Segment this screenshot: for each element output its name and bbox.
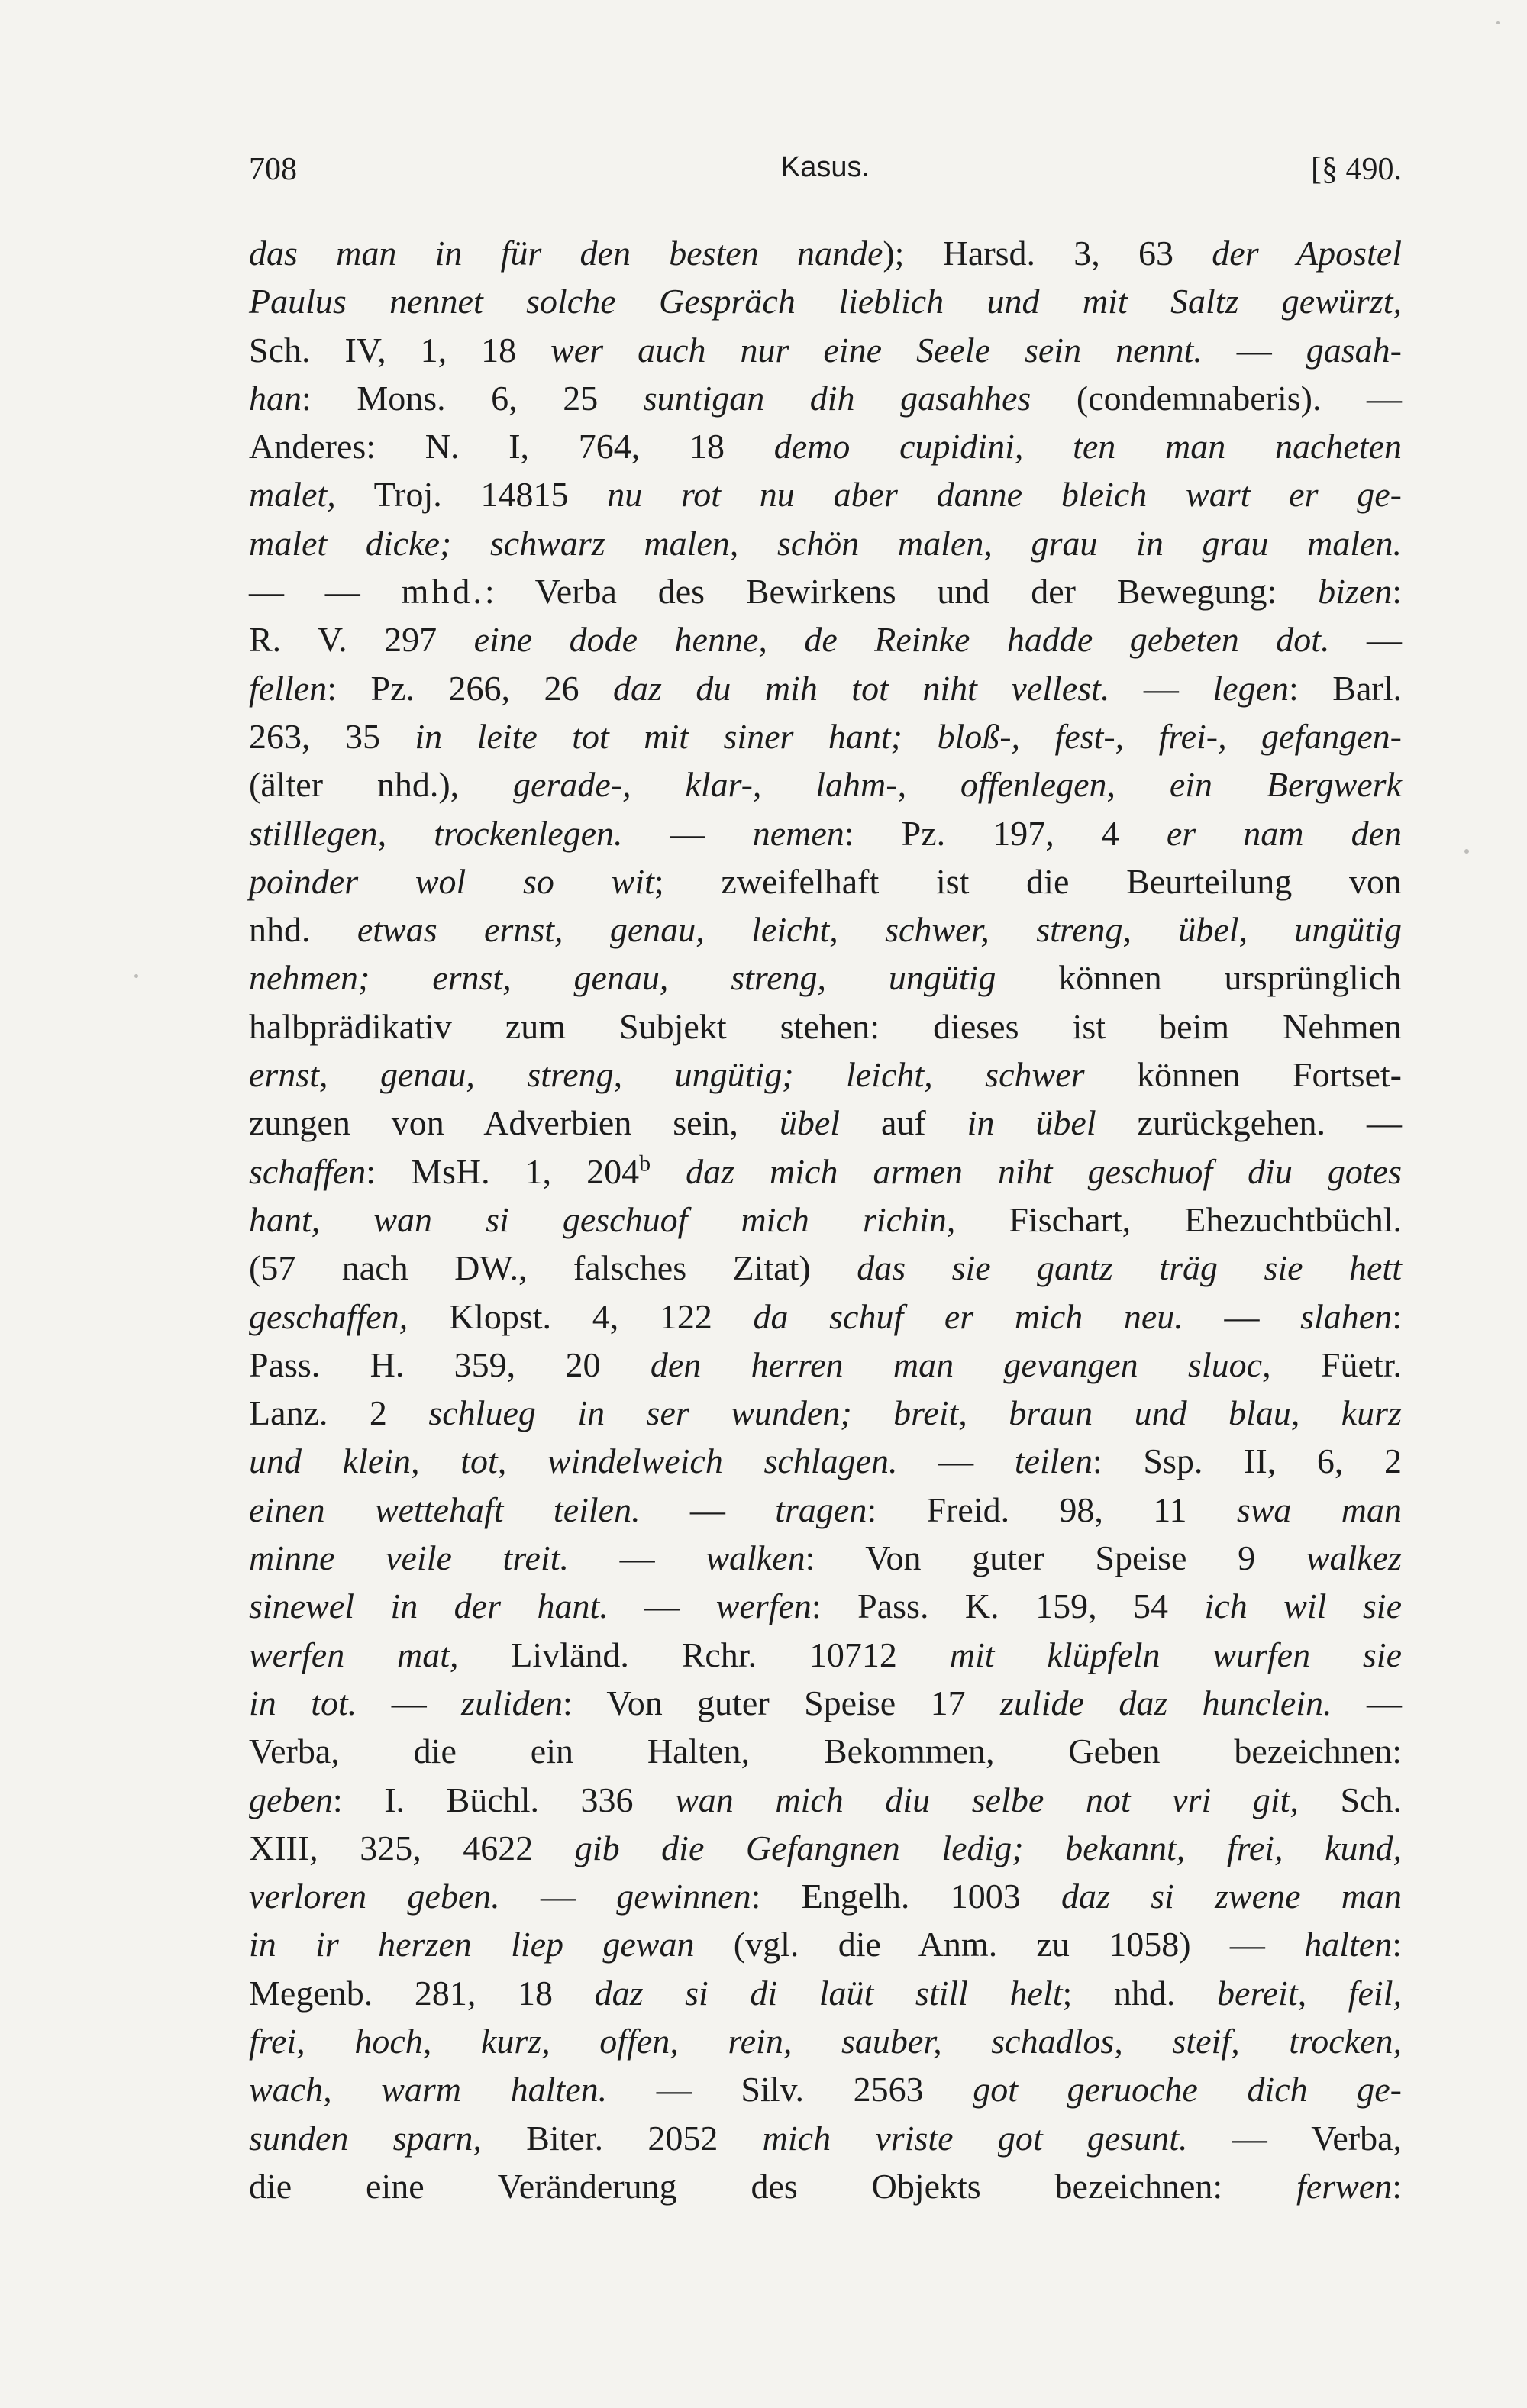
text-run: zungen von Adverbien sein, [249, 1103, 780, 1143]
text-run: : Barl. [1289, 668, 1402, 708]
text-line [249, 1244, 1402, 1292]
text-run: Klopst. 4, 122 [408, 1296, 754, 1336]
italic-text: zulide daz hunclein. [1000, 1683, 1332, 1722]
italic-text: sunden sparn, [249, 2118, 482, 2158]
italic-text: slahen [1300, 1296, 1393, 1336]
italic-text: nemen [752, 813, 844, 853]
italic-text: und klein, tot, windelweich schlagen. [249, 1441, 898, 1481]
text-run: : Freid. 98, 11 [867, 1490, 1237, 1529]
text-run: R. V. 297 [249, 620, 474, 660]
text-run: : Pass. K. 159, 54 [811, 1587, 1205, 1626]
text-line [249, 1631, 1402, 1679]
italic-text: mich vriste got gesunt. [762, 2118, 1188, 2158]
italic-text: einen wettehaft teilen. [249, 1490, 641, 1529]
italic-text: teilen [1014, 1441, 1093, 1481]
italic-text: walken [705, 1538, 805, 1578]
text-line [249, 326, 1402, 374]
text-run: — [1109, 668, 1213, 708]
italic-text: wer auch nur eine Seele sein nennt. [550, 330, 1203, 370]
text-run: halbprädikativ zum Subjekt stehen: dieses ist beim Nehmen [249, 1006, 1402, 1046]
text-run: : [1392, 1296, 1402, 1336]
italic-text: etwas ernst, genau, leicht, schwer, streng, übel, ungütig [357, 910, 1402, 950]
running-title: Kasus. [780, 151, 870, 183]
italic-text: werfen [715, 1587, 812, 1626]
text-run: — [608, 1587, 716, 1626]
text-line [249, 422, 1402, 470]
text-line [249, 519, 1402, 567]
text-run: Füetr. [1270, 1344, 1402, 1384]
text-run: Megenb. 281, 18 [249, 1973, 595, 2013]
text-run: können Fortset- [1084, 1055, 1402, 1095]
superscript: b [639, 1151, 651, 1177]
text-line [249, 760, 1402, 809]
text-run: Fischart, Ehezuchtbüchl. [955, 1199, 1402, 1239]
italic-text: eine dode henne, de Reinke hadde gebeten dot. [473, 620, 1330, 660]
text-run: Lanz. 2 [249, 1393, 429, 1433]
text-run: Verba, die ein Halten, Bekommen, Geben bezeichnen: [249, 1732, 1402, 1771]
text-run: — [897, 1441, 1015, 1481]
italic-text: er nam den [1166, 813, 1402, 853]
italic-text: übel [779, 1103, 841, 1143]
paper-speck [1464, 849, 1469, 854]
italic-text: das sie gantz träg sie hett [857, 1248, 1402, 1288]
text-line [249, 1341, 1402, 1389]
italic-text: bereit, feil, [1217, 1973, 1402, 2013]
text-line [249, 615, 1402, 663]
italic-text: tragen [775, 1490, 867, 1529]
italic-text: wan mich diu selbe not vri git, [675, 1780, 1299, 1819]
italic-text: der Apostel [1212, 234, 1402, 273]
italic-text: sinewel in der hant. [249, 1587, 609, 1626]
text-run: : Pz. 197, 4 [844, 813, 1167, 853]
text-run: 263, 35 [249, 716, 415, 756]
italic-text: malet dicke; schwarz malen, schön malen, grau in grau malen. [249, 523, 1402, 563]
text-line [249, 954, 1402, 1002]
italic-text: in ir herzen liep gewan [249, 1925, 695, 1964]
italic-text: bizen [1318, 572, 1393, 612]
text-line [249, 2017, 1402, 2065]
italic-text: da schuf er mich neu. [753, 1296, 1183, 1336]
text-line [249, 2162, 1402, 2210]
paper-speck [1496, 21, 1500, 24]
italic-text: daz si zwene man [1061, 1877, 1402, 1916]
italic-text: swa man [1236, 1490, 1402, 1529]
text-line [249, 1293, 1402, 1341]
italic-text: halten [1304, 1925, 1393, 1964]
italic-text: in leite tot mit siner hant; bloß-, fest-, frei-, gefangen- [415, 716, 1402, 756]
text-run: — [1202, 330, 1306, 370]
italic-text: verloren geben. [249, 1877, 500, 1916]
text-line [249, 1099, 1402, 1147]
text-run: : [1392, 1925, 1402, 1964]
italic-text: schlueg in ser wunden; breit, braun und blau, kurz [428, 1393, 1402, 1433]
text-run: : Pz. 266, 26 [327, 668, 613, 708]
italic-text: suntigan dih gasahhes [643, 378, 1031, 418]
italic-text: minne veile treit. [249, 1538, 570, 1578]
text-run: (vgl. die Anm. zu 1058) — [694, 1925, 1305, 1964]
text-run: (älter nhd.), [249, 765, 514, 805]
italic-text: nu rot nu aber danne bleich wart er ge- [607, 475, 1402, 515]
italic-text: daz du mih tot niht vellest. [612, 668, 1110, 708]
italic-text: das man in für den besten nande [249, 234, 883, 273]
text-line [249, 277, 1402, 325]
text-run: : Mons. 6, 25 [302, 378, 644, 418]
italic-text: got geruoche dich ge- [973, 2070, 1402, 2109]
italic-text: legen [1212, 668, 1290, 708]
italic-text: gib die Gefangnen ledig; bekannt, frei, kund, [574, 1828, 1402, 1867]
text-run: : MsH. 1, 204 [366, 1151, 640, 1191]
text-run: — Silv. 2563 [607, 2070, 973, 2109]
paper-speck [134, 974, 138, 978]
running-head [249, 151, 1402, 197]
text-line [249, 809, 1402, 857]
italic-text: nehmen; ernst, genau, streng, ungütig [249, 958, 996, 998]
italic-text: poinder wol so wit [249, 861, 654, 901]
text-run: (condemnaberis). — [1031, 378, 1402, 418]
text-line [249, 1002, 1402, 1051]
text-line [249, 712, 1402, 760]
text-line [249, 1920, 1402, 1968]
text-line [249, 1437, 1402, 1485]
text-run: — [1332, 1683, 1402, 1722]
text-run: — [640, 1490, 776, 1529]
italic-text: werfen mat, [249, 1635, 459, 1674]
text-line [249, 374, 1402, 422]
text-run: Sch. IV, 1, 18 [249, 330, 551, 370]
text-run: Livländ. Rchr. 10712 [458, 1635, 950, 1674]
text-run: : [1392, 572, 1402, 612]
text-line [249, 664, 1402, 712]
text-run: — [1183, 1296, 1301, 1336]
italic-text: walkez [1306, 1538, 1402, 1578]
text-run: ); Harsd. 3, 63 [883, 234, 1212, 273]
italic-text: ich wil sie [1204, 1587, 1402, 1626]
text-run: ; zweifelhaft ist die Beurteilung von [654, 861, 1402, 901]
text-run: Pass. H. 359, 20 [249, 1344, 651, 1384]
text-line [249, 1776, 1402, 1824]
italic-text: mit klüpfeln wurfen sie [949, 1635, 1402, 1674]
text-line [249, 470, 1402, 518]
italic-text: gewinnen [616, 1877, 751, 1916]
text-run: — [1329, 620, 1402, 660]
text-run: : Ssp. II, 6, 2 [1093, 1441, 1402, 1481]
text-run [651, 1152, 686, 1191]
text-run: : Verba des Bewirkens und der Bewegung: [484, 572, 1319, 612]
italic-text: hant, wan si geschuof mich richin, [249, 1199, 956, 1239]
text-line [249, 229, 1402, 277]
text-run: — Verba, [1187, 2118, 1402, 2158]
text-run: — [569, 1538, 706, 1578]
text-run: zurückgehen. — [1096, 1103, 1402, 1143]
italic-text: geben [249, 1780, 333, 1819]
text-run: Biter. 2052 [481, 2118, 763, 2158]
text-run: nhd. [249, 910, 357, 950]
text-line [249, 1196, 1402, 1244]
text-line [249, 857, 1402, 905]
text-run: : Von guter Speise 17 [563, 1683, 1001, 1722]
italic-text: schaffen [249, 1151, 366, 1191]
text-run: können ursprünglich [996, 958, 1402, 998]
italic-text: stilllegen, trockenlegen. [249, 813, 623, 853]
text-line [249, 1582, 1402, 1630]
text-run: — — [249, 572, 402, 612]
text-run: : Engelh. 1003 [751, 1877, 1061, 1916]
page-number: 708 [249, 152, 297, 187]
italic-text: in tot. [249, 1683, 357, 1722]
italic-text: gasah- [1306, 330, 1402, 370]
italic-text: zuliden [461, 1683, 563, 1722]
italic-text: ferwen [1296, 2166, 1393, 2206]
text-line [249, 2114, 1402, 2162]
italic-text: malet, [249, 475, 336, 515]
text-run: ; nhd. [1062, 1973, 1218, 2013]
text-run: : I. Büchl. 336 [332, 1780, 676, 1819]
italic-text: frei, hoch, kurz, offen, rein, sauber, schadlos, steif, trocken, [249, 2021, 1402, 2061]
text-line [249, 1486, 1402, 1534]
text-line [249, 1389, 1402, 1437]
italic-text: han [249, 378, 302, 418]
italic-text: in übel [967, 1103, 1096, 1143]
text-line [249, 905, 1402, 954]
italic-text: gerade-, klar-, lahm-, offenlegen, ein Bergwerk [513, 765, 1402, 805]
italic-text: wach, warm halten. [249, 2070, 608, 2109]
text-run: mhd. [401, 572, 485, 612]
italic-text: den herren man gevangen sluoc, [650, 1344, 1271, 1384]
text-run: — [622, 813, 753, 853]
body-text [249, 229, 1402, 2210]
italic-text: demo cupidini, ten man nacheten [773, 427, 1402, 466]
text-line [249, 2065, 1402, 2113]
text-line [249, 1727, 1402, 1775]
text-line [249, 1534, 1402, 1582]
italic-text: daz si di laüt still helt [594, 1973, 1063, 2013]
text-line [249, 1969, 1402, 2017]
text-run: — [499, 1877, 617, 1916]
text-run: Anderes: N. I, 764, 18 [249, 427, 774, 466]
text-run: — [357, 1683, 462, 1722]
text-line [249, 1051, 1402, 1099]
text-run: (57 nach DW., falsches Zitat) [249, 1248, 857, 1288]
section-reference: [§ 490. [1311, 152, 1402, 187]
text-run: : Von guter Speise 9 [805, 1538, 1306, 1578]
text-run: Troj. 14815 [335, 475, 608, 515]
text-line [249, 1824, 1402, 1872]
text-run: : [1392, 2166, 1402, 2206]
text-run: XIII, 325, 4622 [249, 1828, 575, 1867]
text-line [249, 1679, 1402, 1727]
italic-text: fellen [249, 668, 328, 708]
italic-text: geschaffen, [249, 1296, 408, 1336]
text-run: auf [840, 1103, 967, 1143]
italic-text: daz mich armen niht geschuof diu gotes [686, 1151, 1402, 1191]
text-line [249, 1148, 1402, 1196]
italic-text: Paulus nennet solche Gespräch lieblich und mit Saltz gewürzt, [249, 282, 1402, 321]
text-line [249, 1872, 1402, 1920]
italic-text: ernst, genau, streng, ungütig; leicht, schwer [249, 1055, 1085, 1095]
text-run: Sch. [1298, 1780, 1402, 1819]
text-run: die eine Veränderung des Objekts bezeichnen: [249, 2166, 1297, 2206]
text-line [249, 567, 1402, 615]
